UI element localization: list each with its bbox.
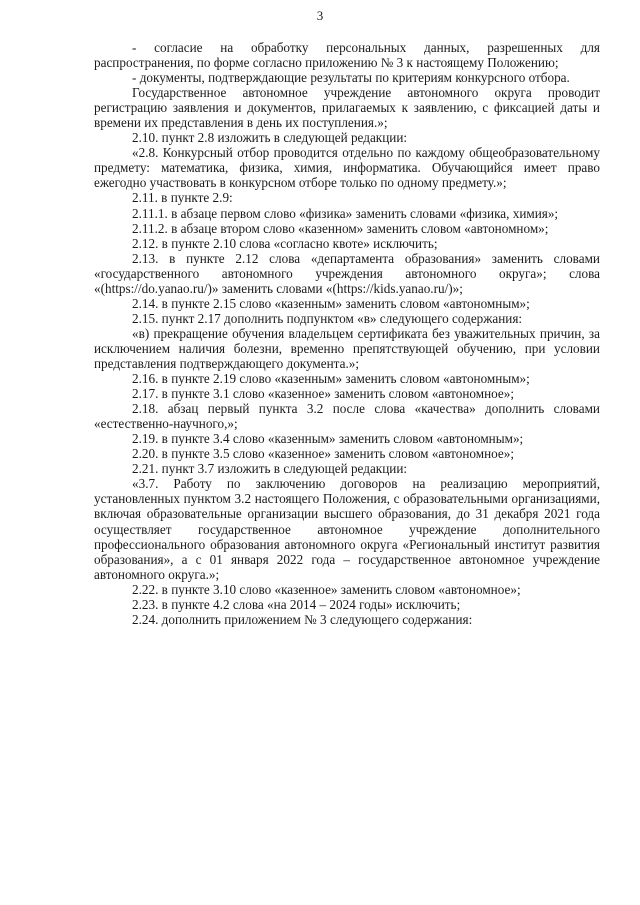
paragraph-2-16: 2.16. в пункте 2.19 слово «казенным» заменить словом «автономным»; xyxy=(132,371,530,387)
paragraph-2-13: 2.13. в пункте 2.12 слова «департамента образования» заменить словами «государственного автономного учреждения автономного округа»; слова «(https://do.yanao.ru/)» заменить словами «(https://kids.yanao.ru/)»; xyxy=(94,250,600,296)
paragraph-2-11-1: 2.11.1. в абзаце первом слово «физика» заменить словами «физика, химия»; xyxy=(132,205,559,221)
paragraph-2-21: 2.21. пункт 3.7 изложить в следующей редакции: xyxy=(132,461,408,477)
paragraph-2-11-2: 2.11.2. в абзаце втором слово «казенном» заменить словом «автономном»; xyxy=(132,220,549,236)
paragraph-subpoint-v-quote: «в) прекращение обучения владельцем сертификата без уважительных причин, за исключением наличия болезни, временно препятствующей обучению, при условии представления подтверждающего документа.»; xyxy=(94,325,600,371)
paragraph-2-22: 2.22. в пункте 3.10 слово «казенное» заменить словом «автономное»; xyxy=(132,581,521,597)
paragraph-2-23: 2.23. в пункте 4.2 слова «на 2014 – 2024 годы» исключить; xyxy=(132,596,461,612)
paragraph-2-12: 2.12. в пункте 2.10 слова «согласно квоте» исключить; xyxy=(132,235,438,251)
paragraph-2-20: 2.20. в пункте 3.5 слово «казенное» заменить словом «автономное»; xyxy=(132,446,515,462)
paragraph-documents-item: - документы, подтверждающие результаты по критериям конкурсного отбора. xyxy=(132,70,570,86)
paragraph-registration: Государственное автономное учреждение автономного округа проводит регистрацию заявления и документов, прилагаемых к заявлению, с фиксацией даты и времени их представления в день их поступления.»; xyxy=(94,85,600,131)
paragraph-consent-item: - согласие на обработку персональных данных, разрешенных для распространения, по форме согласно приложению № 3 к настоящему Положению; xyxy=(94,40,600,71)
paragraph-2-11: 2.11. в пункте 2.9: xyxy=(132,190,233,206)
page-number: 3 xyxy=(316,8,324,23)
paragraph-2-14: 2.14. в пункте 2.15 слово «казенным» заменить словом «автономным»; xyxy=(132,295,530,311)
paragraph-2-24: 2.24. дополнить приложением № 3 следующего содержания: xyxy=(132,611,473,627)
paragraph-2-10: 2.10. пункт 2.8 изложить в следующей редакции: xyxy=(132,130,408,146)
paragraph-2-17: 2.17. в пункте 3.1 слово «казенное» заменить словом «автономное»; xyxy=(132,386,515,402)
paragraph-3-7-quote: «3.7. Работу по заключению договоров на реализацию мероприятий, установленных пунктом 3.2 настоящего Положения, с образовательными организациями, включая образовательные организации высшего образования, до 31 декабря 2021 года осуществляет государственное автономное учреждение дополнительного профессионального образования автономного округа «Региональный институт развития образования», а с 01 января 2022 года – государственное автономное учреждение автономного округа.»; xyxy=(94,476,600,582)
paragraph-2-8-quote: «2.8. Конкурсный отбор проводится отдельно по каждому общеобразовательному предмету: математика, физика, химия, информатика. Обучающийся имеет право ежегодно участвовать в конкурсном отборе только по одному предмету.»; xyxy=(94,145,600,191)
document-body xyxy=(94,40,600,627)
paragraph-2-18: 2.18. абзац первый пункта 3.2 после слова «качества» дополнить словами «естественно-научного,»; xyxy=(94,401,600,432)
paragraph-2-15: 2.15. пункт 2.17 дополнить подпунктом «в» следующего содержания: xyxy=(132,310,523,326)
paragraph-2-19: 2.19. в пункте 3.4 слово «казенным» заменить словом «автономным»; xyxy=(132,431,524,447)
